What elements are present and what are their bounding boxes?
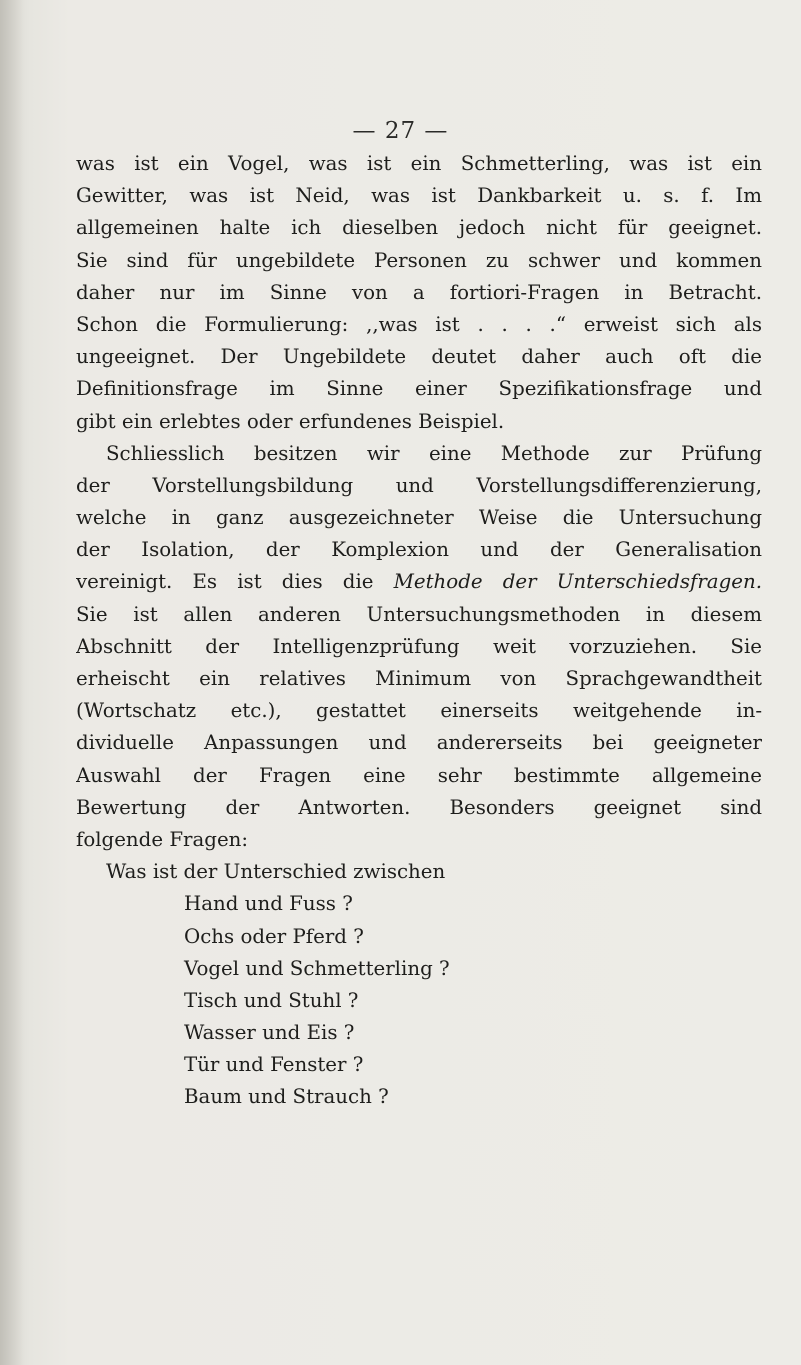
text-line: Definitionsfrage im Sinne einer Spezifikationsfrage und [76,377,762,401]
paragraph-2 [76,438,762,856]
question-item: Vogel und Schmetterling ? [184,956,450,980]
page-number: — 27 — [352,118,449,144]
question-item: Hand und Fuss ? [184,892,353,916]
text-line: Schon die Formulierung: ,,was ist . . . .“ erweist sich als [76,312,762,336]
text-line: Auswahl der Fragen eine sehr bestimmte allgemeine [76,763,762,787]
text-line: allgemeinen halte ich dieselben jedoch nicht für geeignet. [76,216,762,240]
question-item: Wasser und Eis ? [184,1021,355,1045]
text-line: der Vorstellungsbildung und Vorstellungsdifferenzierung, [76,473,762,497]
text-line: der Isolation, der Komplexion und der Generalisation [76,538,762,562]
question-item: Tür und Fenster ? [184,1053,364,1077]
method-name: Methode der Unterschiedsfragen. [393,570,762,594]
question-intro: Was ist der Unterschied zwischen [106,860,446,884]
text-line: Schliesslich besitzen wir eine Methode zur Prüfung [106,441,762,465]
text-line: Sie sind für ungebildete Personen zu schwer und kommen [76,248,762,272]
question-item: Tisch und Stuhl ? [184,988,359,1012]
text-line: daher nur im Sinne von a fortiori-Fragen in Betracht. [76,280,762,304]
paragraph-1 [76,148,762,438]
text-line: was ist ein Vogel, was ist ein Schmetterling, was ist ein [76,152,762,175]
text-line: ungeeignet. Der Ungebildete deutet daher auch oft die [76,345,762,369]
text-line: erheischt ein relatives Minimum von Sprachgewandtheit [76,667,762,690]
question-item: Ochs oder Pferd ? [184,924,364,948]
text-line: Sie ist allen anderen Untersuchungsmethoden in diesem [76,602,762,626]
method-prefix: vereinigt. Es ist dies die [76,570,394,594]
question-list [76,856,762,1114]
text-line: (Wortschatz etc.), gestattet einerseits weitgehende in- [76,699,762,723]
text-line: dividuelle Anpassungen und andererseits bei geeigneter [76,731,762,755]
page-gutter-shadow [0,0,24,1365]
text-line: folgende Fragen: [76,827,249,851]
text-line: gibt ein erlebtes oder erfundenes Beispiel. [76,409,505,433]
body-text [76,148,762,1114]
question-item: Baum und Strauch ? [184,1085,389,1109]
text-line: Bewertung der Antworten. Besonders geeignet sind [76,795,762,819]
text-line: welche in ganz ausgezeichneter Weise die Untersuchung [76,506,762,530]
text-line-method [76,566,762,598]
text-line: Abschnitt der Intelligenzprüfung weit vorzuziehen. Sie [76,634,762,658]
text-line: Gewitter, was ist Neid, was ist Dankbarkeit u. s. f. Im [76,184,762,208]
